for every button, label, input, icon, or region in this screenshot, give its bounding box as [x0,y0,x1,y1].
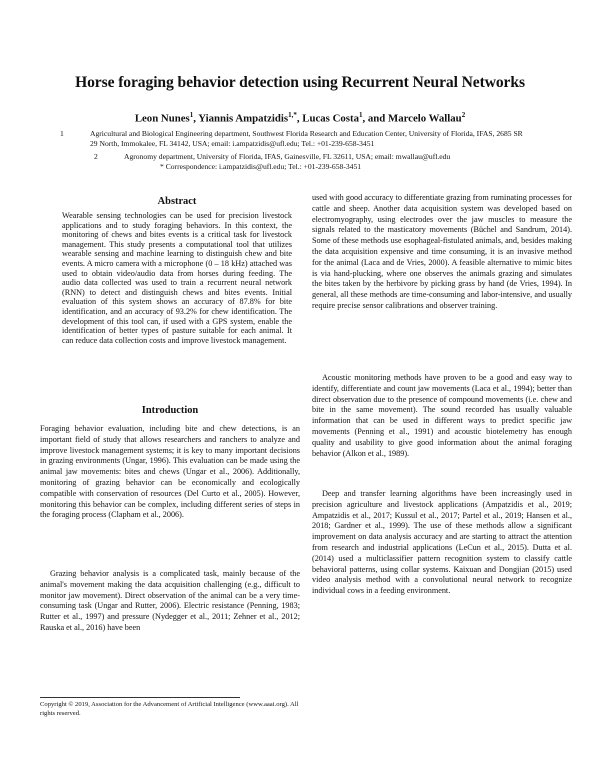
abstract-text: Wearable sensing technologies can be used for precision livestock applications and to study foraging behaviors. In this context, the monitoring of chews and bites events is a critical task for livestock management. This study presents a computational tool that utilizes wearable sensing and machine learning to distinguish chew and bite events. A micro camera with a microphone (0 – 18 kHz) attached was used to obtain video/audio data from horses during feeding. The audio data collected was used to train a recurrent neural network (RNN) to detect and distinguish chews and bites events. Initial evaluation of this system shows an accuracy of 87.8% for bite identification, and an accuracy of 93.2% for chew identification. The development of this tool can, if used with a GPS system, enable the identification of better types of pasture suitable for each animal. It can reduce data collection costs and improve livestock management. [62,211,292,345]
affiliation-1 [60,129,530,149]
correspondence-line: * Correspondence: i.ampatzidis@ufl.edu; Tel.: +01-239-658-3451 [160,162,362,171]
abstract-heading: Abstract [157,196,197,207]
affiliation-2 [94,152,544,162]
copyright-notice: Copyright © 2019, Association for the Advancement of Artificial Intelligence (www.aaai.org). All rights reserved. [40,701,299,717]
body-paragraph-right-3: Deep and transfer learning algorithms have been increasingly used in precision agriculture and livestock applications (Ampatzidis et al., 2019; Ampatzidis et al., 2017; Kussul et al., 2017; Partel et al., 2019; Hansen et al., 2018; Gardner et al., 1999). The use of these methods allow a significant improvement on data analysis accuracy and are starting to attract the attention from research and industrial applications (LeCun et al., 2015). Dutta et al. (2014) used a multiclassifier pattern recognition system to classify cattle behavioral patterns, using collar systems. Kaixuan and Dongjian (2015) used video analysis method with a convolutional neural network to recognize individual cows in a feeding environment. [312,489,572,596]
author-name: Marcelo Wallau [388,112,462,125]
paper-title: Horse foraging behavior detection using Recurrent Neural Networks [75,74,525,91]
author-name: Lucas Costa [302,112,359,125]
footnote-rule [40,697,240,698]
introduction-paragraph-1: Foraging behavior evaluation, including bite and chew detections, is an important field of study that allows researchers and ranchers to analyze and improve livestock management systems; it is key to many important decisions in grazing environments (Ungar, 1996). This evaluation can be made using the animal jaw movements: bites and chews (Ungar et al., 2006). Additionally, monitoring of grazing behavior can be economically and ecologically compatible with conservation of resources (Del Curto et al., 2005). However, monitoring this behavior can be complex, including different series of steps in the foraging process (Clapham et al., 2006). [40,424,300,520]
author-affiliation-mark: 2 [461,111,466,119]
author-name: Leon Nunes [134,112,190,125]
author-list [40,111,560,125]
author-separator: , [296,112,303,125]
author-affiliation-mark: 1 [358,111,363,119]
affiliation-number: 2 [94,152,98,161]
author-affiliation-mark: 1,* [288,111,297,119]
introduction-paragraph-2: Grazing behavior analysis is a complicated task, mainly because of the animal's movement making the data acquisition challenging (e.g., difficult to monitor jaw movement). Direct observation of the animal can be a very time-consuming task (Ungar and Rutter, 2006). Electric resistance (Penning, 1983; Rutter et al., 1997) and pressure (Nydegger et al., 2011; Zehner et al., 2012; Rauska et al., 2016) have been [40,569,300,632]
body-paragraph-right-2: Acoustic monitoring methods have proven to be a good and easy way to identify, differentiate and count jaw movements (Laca et al., 1994); better than direct observation due to the presence of compound movements (i.e. chew and bite in the same movement). The sound recorded has usually valuable information that can be used in different ways to predict specific jaw movements (Penning et al., 1991) and acoustic biotelemetry has enough quality and usability to give good information about the animal foraging behavior (Alkon et al., 1989). [312,373,572,458]
author-affiliation-mark: 1 [189,111,194,119]
body-paragraph-right-1: used with good accuracy to differentiate grazing from ruminating processes for cattle and sheep. Another data acquisition system was developed based on electromyography, using electrodes over the jaw muscles to measure the signals related to the masticatory movements (Büchel and Sandrum, 2014). Some of these methods use esophageal-fistulated animals, and, besides making the data acquisition expensive and time consuming, it is an invasive method for the animal (Laca and de Vries, 2000). A feasible alternative to mimic bites is via hand-plucking, where one observes the animals grazing and simulates the bites taken by the herbivore by picking grass by hand (de Vries, 1994). In general, all these methods are time-consuming and labor-intensive, and usually require precise sensor calibrations and observer training. [312,193,572,310]
author-name: Yiannis Ampatzidis [198,112,289,125]
author-separator: , [193,112,199,125]
author-separator: , and [362,112,388,125]
affiliation-text: Agricultural and Biological Engineering department, Southwest Florida Research and Education Center, University of Florida, IFAS, 2685 SR 29 North, Immokalee, FL 34142, USA; email: i.ampatzidis@ufl.edu; Tel.: +01-239-658-3451 [90,129,523,148]
introduction-heading: Introduction [141,405,199,416]
affiliation-text: Agronomy department, University of Florida, IFAS, Gainesville, FL 32611, USA; email: mwallau@ufl.edu [124,152,451,161]
affiliation-number: 1 [60,129,64,138]
